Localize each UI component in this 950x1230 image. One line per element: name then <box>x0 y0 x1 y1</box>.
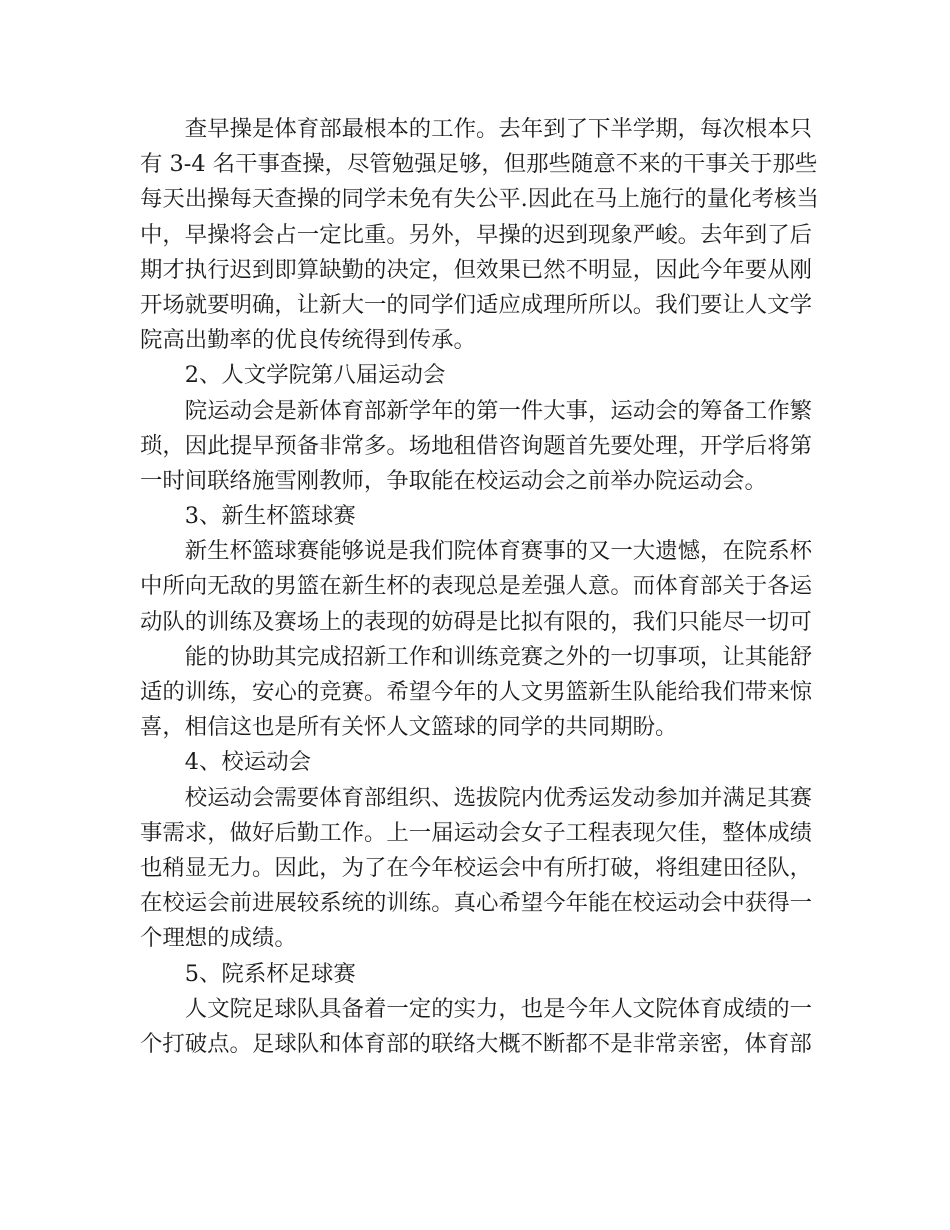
paragraph-line: 院运动会是新体育部新学年的第一件大事，运动会的筹备工作繁 <box>184 397 812 424</box>
paragraph-line: 院高出勤率的优良传统得到传承。 <box>140 327 476 354</box>
section-heading: 4、校运动会 <box>184 749 311 776</box>
paragraph-line: 期才执行迟到即算缺勤的决定，但效果已然不明显，因此今年要从刚 <box>140 256 812 283</box>
paragraph-line: 能的协助其完成招新工作和训练竞赛之外的一切事项，让其能舒 <box>184 643 812 670</box>
section-heading: 2、人文学院第八届运动会 <box>184 362 446 389</box>
document-body <box>140 112 819 1062</box>
paragraph-line: 新生杯篮球赛能够说是我们院体育赛事的又一大遗憾，在院系杯 <box>184 538 812 565</box>
paragraph-line: 查早操是体育部最根本的工作。去年到了下半学期，每次根本只 <box>184 116 812 142</box>
paragraph <box>140 781 812 957</box>
paragraph-line: 人文院足球队具备着一定的实力，也是今年人文院体育成绩的一 <box>184 995 812 1022</box>
paragraph-line: 适的训练，安心的竞赛。希望今年的人文男篮新生队能给我们带来惊 <box>140 679 812 705</box>
paragraph-line: 事需求，做好后勤工作。上一届运动会女子工程表现欠佳，整体成绩 <box>140 819 812 846</box>
paragraph-line: 也稍显无力。因此，为了在今年校运会中有所打破，将组建田径队， <box>140 854 812 881</box>
paragraph-line: 每天出操每天查操的同学未免有失公平.因此在马上施行的量化考核当 <box>140 186 819 213</box>
paragraph-line: 个理想的成绩。 <box>140 925 297 952</box>
section-heading: 5、院系杯足球赛 <box>184 960 356 987</box>
paragraph <box>140 112 819 358</box>
paragraph-line: 喜，相信这也是所有关怀人文篮球的同学的共同期盼。 <box>140 714 678 741</box>
paragraph-line: 开场就要明确，让新大一的同学们适应成理所所以。我们要让人文学 <box>140 291 812 318</box>
paragraph-line: 中所向无敌的男篮在新生杯的表现总是差强人意。而体育部关于各运 <box>140 573 812 600</box>
paragraph-line: 有 3-4 名干事查操，尽管勉强足够，但那些随意不来的干事关于那些 <box>140 151 818 178</box>
paragraph <box>140 534 812 640</box>
paragraph-line: 琐，因此提早预备非常多。场地租借咨询题首先要处理，开学后将第 <box>140 432 812 459</box>
paragraph-line: 在校运会前进展较系统的训练。真心希望今年能在校运动会中获得一 <box>140 890 812 917</box>
paragraph <box>140 394 812 500</box>
paragraph-line: 一时间联络施雪刚教师，争取能在校运动会之前举办院运动会。 <box>140 467 767 494</box>
paragraph-line: 中，早操将会占一定比重。另外，早操的迟到现象严峻。去年到了后 <box>140 221 812 248</box>
paragraph <box>140 992 812 1062</box>
paragraph-line: 动队的训练及赛场上的表现的妨碍是比拟有限的，我们只能尽一切可 <box>140 608 812 635</box>
section-heading: 3、新生杯篮球赛 <box>184 503 356 530</box>
paragraph-line: 校运动会需要体育部组织、选拔院内优秀运发动参加并满足其赛 <box>184 784 812 811</box>
paragraph-line: 个打破点。足球队和体育部的联络大概不断都不是非常亲密，体育部 <box>140 1030 812 1057</box>
paragraph <box>140 640 812 746</box>
